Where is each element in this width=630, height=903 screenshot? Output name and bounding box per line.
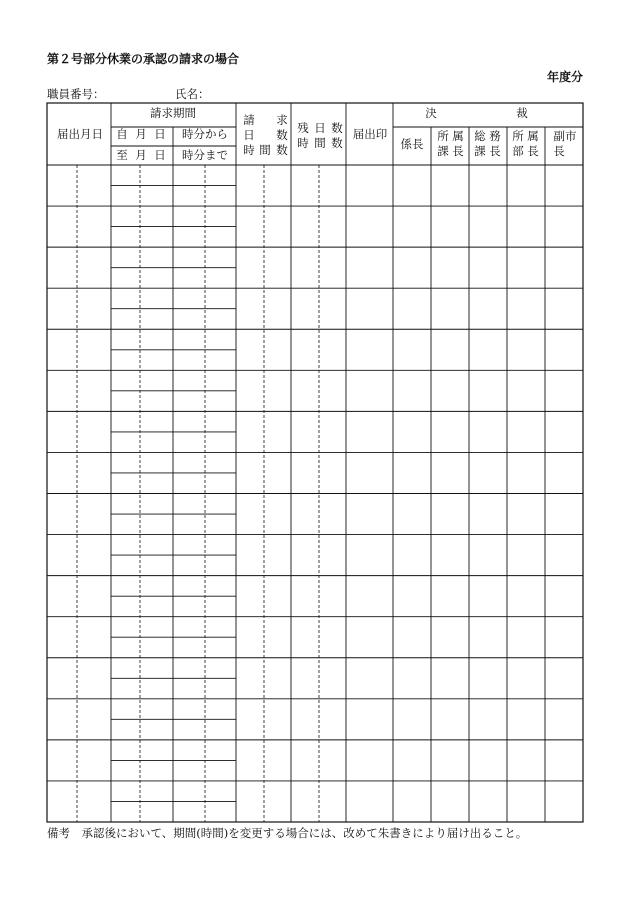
to-mark: 至 (116, 148, 128, 162)
header-seal: 届出印 (352, 127, 388, 141)
approver-shozoku-bucho-1: 所 (512, 129, 524, 143)
request-days-char-6: 間 (259, 143, 271, 157)
approver-somu-kacho-3: 課 (474, 144, 486, 158)
request-days-char-2: 求 (276, 113, 288, 127)
from-month-mark: 月 (135, 127, 147, 141)
approver-kakaricho: 係長 (400, 137, 424, 151)
to-time-label: 時分まで (182, 148, 228, 162)
decision-char-1: 決 (425, 106, 437, 120)
from-time-label: 時分から (182, 127, 228, 141)
approver-somu-kacho-4: 長 (489, 144, 501, 158)
approver-fukushicho-2: 長 (553, 144, 565, 158)
remaining-char-3: 数 (331, 121, 343, 135)
approver-shozoku-kacho-2: 属 (452, 129, 464, 143)
to-day-mark: 日 (154, 148, 166, 162)
employee-number-label: 職員番号： (47, 87, 105, 101)
approver-somu-kacho-2: 務 (489, 129, 501, 143)
header-request-period: 請求期間 (150, 106, 196, 120)
remaining-char-1: 残 (297, 121, 309, 135)
header-submit-date: 届出月日 (57, 127, 103, 141)
remaining-char-5: 間 (314, 136, 326, 150)
request-days-char-5: 時 (243, 143, 255, 157)
request-days-char-1: 請 (243, 113, 255, 127)
approver-shozoku-bucho-4: 長 (527, 144, 539, 158)
from-day-mark: 日 (154, 127, 166, 141)
table-border (47, 103, 583, 822)
decision-char-2: 裁 (516, 106, 528, 120)
to-month-mark: 月 (135, 148, 147, 162)
table-header (57, 106, 577, 162)
remarks-note: 備考 承認後において、期間(時間)を変更する場合には、改めて朱書きにより届け出ること。 (47, 826, 528, 840)
form-title: 第２号部分休業の承認の請求の場合 (47, 52, 240, 66)
remaining-char-6: 数 (331, 136, 343, 150)
fiscal-year-label: 年度分 (547, 70, 584, 84)
approver-shozoku-bucho-2: 属 (527, 129, 539, 143)
request-days-char-7: 数 (276, 143, 288, 157)
request-days-char-3: 日 (243, 128, 255, 142)
approver-somu-kacho-1: 総 (474, 129, 486, 143)
table-grid (47, 103, 583, 822)
from-mark: 自 (116, 127, 128, 141)
remaining-char-4: 時 (297, 136, 309, 150)
name-label: 氏名： (175, 87, 210, 101)
request-days-char-4: 数 (276, 128, 288, 142)
remaining-char-2: 日 (314, 121, 326, 135)
approver-fukushicho-1: 副市 (553, 129, 577, 143)
approver-shozoku-kacho-3: 課 (437, 144, 449, 158)
approver-shozoku-kacho-4: 長 (452, 144, 464, 158)
approver-shozoku-kacho-1: 所 (437, 129, 449, 143)
approver-shozoku-bucho-3: 部 (512, 144, 524, 158)
